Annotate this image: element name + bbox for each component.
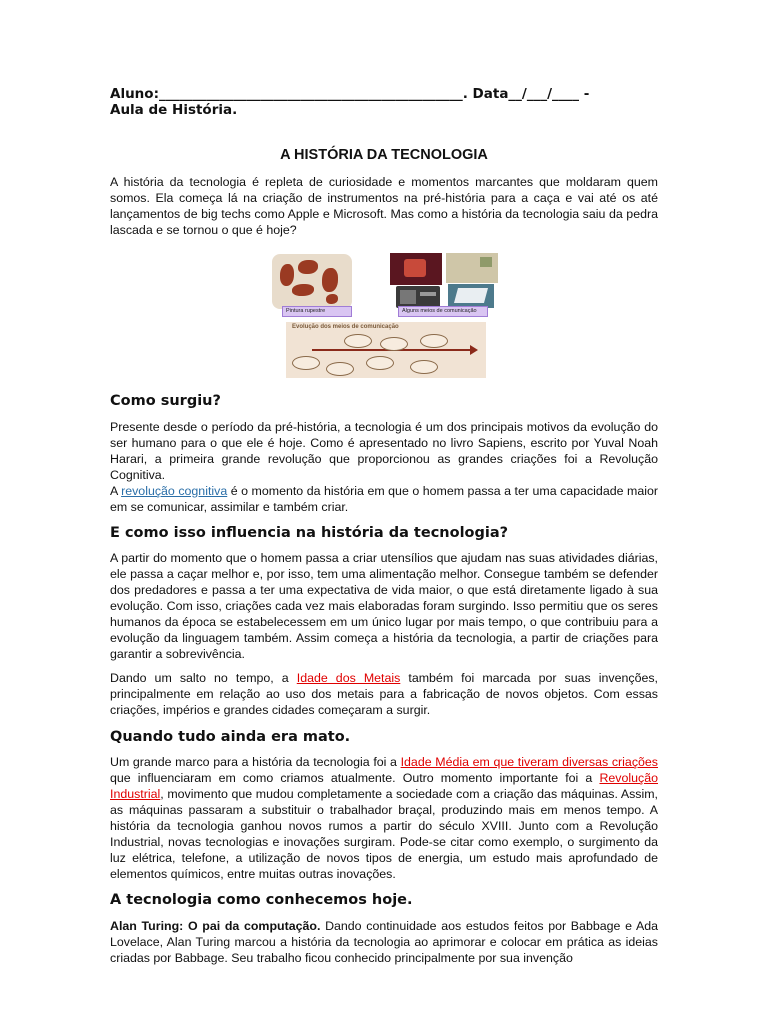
- alan-turing-title: Alan Turing: O pai da computação.: [110, 919, 321, 933]
- paragraph-como-surgiu-1: Presente desde o período da pré-história, a tecnologia é um dos principais motivos da evolução do ser humano para o que ele é hoje. Como é apresentado no livro Sapiens, escrito por Yuval Noah Harari, a primeira grande revolução que proporcionou as grandes criações foi a Revolução Cognitiva.: [110, 420, 658, 482]
- diagram-title: Evolução dos meios de comunicação: [292, 324, 399, 330]
- radio-photo: [396, 286, 440, 308]
- paragraph-mato: Um grande marco para a história da tecnologia foi a Idade Média em que tiveram diversas criações que influenciaram em como criamos atualmente. Outro momento importante foi a Revolução Industrial, movimento que mudou completamente a sociedade com a criação das máquinas. Assim, as máquinas passaram a substituir o trabalhador braçal, produzindo mais em menos tempo. A história da tecnologia ganhou novos rumos a partir do século XVIII. Junto com a Revolução Industrial, novas tecnologias e inovações surgiram. Pode-se citar como exemplo, o surgimento da luz elétrica, telefone, a utilização de novos tipos de energia, um estudo mais aprofundado de elementos químicos, entre muitas outras inovações.: [110, 755, 658, 881]
- document-title: A HISTÓRIA DA TECNOLOGIA: [280, 147, 488, 163]
- illustration-collage: [110, 250, 658, 378]
- heading-como-surgiu: Como surgiu?: [110, 393, 221, 409]
- link-idade-media[interactable]: Idade Média em que tiveram diversas criações: [400, 755, 658, 769]
- tablet-photo: [448, 284, 494, 308]
- student-header: [110, 86, 658, 118]
- intro-paragraph: A história da tecnologia é repleta de curiosidade e momentos marcantes que moldaram quem somos. Ela começa lá na criação de instrumentos na pré-história para a caça e vai até os até lançamentos de big techs como Apple e Microsoft. Mas como a história da tecnologia saiu da pedra lascada e se tornou o que é hoje?: [110, 175, 658, 237]
- student-name-date-line: Aluno:_____________________________________________. Data__/___/____ -: [110, 86, 590, 102]
- old-tv-photo: [390, 253, 442, 285]
- paragraph-influencia-2: Dando um salto no tempo, a Idade dos Metais também foi marcada por suas invenções, principalmente em relação ao uso dos metais para a fabricação de novos objetos. Com essas criações, impérios e grandes cidades começaram a surgir.: [110, 671, 658, 717]
- heading-hoje: A tecnologia como conhecemos hoje.: [110, 892, 413, 908]
- link-revolucao-cognitiva[interactable]: revolução cognitiva: [121, 484, 228, 498]
- heading-mato: Quando tudo ainda era mato.: [110, 729, 351, 745]
- caption-cave-painting: Pintura rupestre: [282, 306, 352, 317]
- link-idade-dos-metais[interactable]: Idade dos Metais: [296, 671, 401, 685]
- paragraph-como-surgiu-2: A revolução cognitiva é o momento da história em que o homem passa a ter uma capacidade maior em se comunicar, assimilar e também criar.: [110, 484, 658, 514]
- class-line: Aula de História.: [110, 102, 238, 118]
- letter-photo: [446, 253, 498, 283]
- link-revolucao-industrial[interactable]: Revolução Industrial: [110, 771, 658, 801]
- cave-painting-image: [272, 254, 352, 309]
- document-page: [110, 86, 658, 966]
- paragraph-influencia-1: A partir do momento que o homem passa a criar utensílios que ajudam nas suas atividades diárias, ele passa a caçar melhor e, por isso, tem uma alimentação melhor. Consegue também se defender dos predadores e passa a ter uma expectativa de vida maior, o que está diretamente ligado à sua evolução. Com isso, criações cada vez mais elaboradas foram surgindo. Isso permitiu que os seres humanos da época se estabelecessem em um único lugar por mais tempo, o que contribuiu para a evolução da linguagem também. Assim começa a história da tecnologia, a partir de criações para garantir a sobrevivência.: [110, 551, 658, 661]
- paragraph-hoje: Alan Turing: O pai da computação. Dando continuidade aos estudos feitos por Babbage e Ada Lovelace, Alan Turing marcou a história da tecnologia ao aprimorar e colocar em prática as ideias criadas por Babbage. Seu trabalho ficou conhecido principalmente por sua invenção: [110, 919, 659, 965]
- heading-influencia: E como isso influencia na história da tecnologia?: [110, 525, 509, 541]
- communication-evolution-diagram: [286, 322, 486, 378]
- caption-communication: Alguns meios de comunicação: [398, 306, 488, 317]
